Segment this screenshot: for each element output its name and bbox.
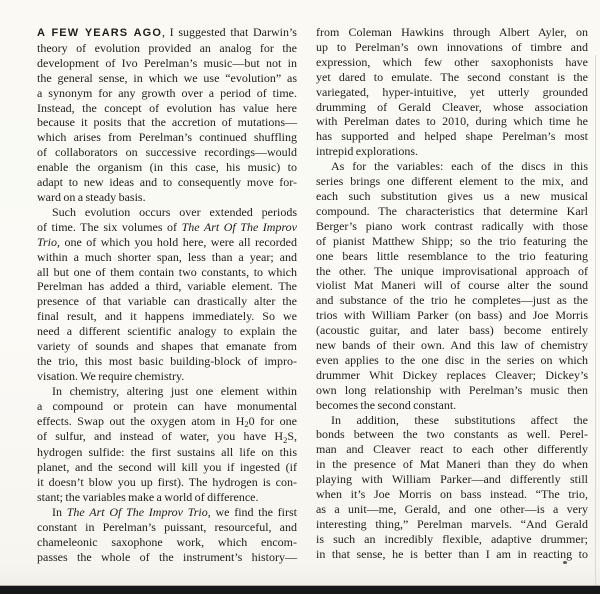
text-run: adapt to new ideas and to consequently move for- [37, 175, 297, 190]
text-run: planet, and the second will kill you if ingested (if [37, 460, 297, 475]
text-run: it doesn’t blow you up first). The hydrogen is con- [37, 475, 297, 490]
text-run: constant in Perelman’s puissant, resourceful, and [37, 519, 297, 534]
text-run: becomes the second constant. [316, 397, 457, 412]
text-line [316, 55, 588, 70]
scan-bottom-strip [0, 586, 600, 594]
paragraph [37, 25, 297, 205]
text-run: when it’s Joe Morris on bass instead. “The trio, [316, 487, 588, 502]
text-line [316, 517, 588, 532]
text-line [316, 129, 588, 144]
text-run: visation. We require chemistry. [37, 368, 185, 383]
text-run: variety of sounds and shapes that emanate from [37, 339, 297, 354]
text-run: variegated, hyper-intuitive, yet utterly grounded [316, 84, 588, 99]
text-run: yet dared to emulate. The second constant is the [316, 69, 588, 84]
text-line [316, 442, 588, 457]
text-line [37, 101, 297, 116]
text-run: Berger’s piano work contrast radically with those [316, 218, 588, 233]
text-run: , I suggested that Darwin’s [162, 25, 297, 39]
text-line [37, 324, 297, 339]
text-line [316, 293, 588, 308]
text-line [37, 445, 297, 460]
text-line [37, 535, 297, 550]
text-line [316, 85, 588, 100]
text-run: one bears little resemblance to the trio featuring [316, 248, 588, 263]
scan-edge-line [595, 55, 596, 594]
paragraph [316, 159, 588, 412]
text-line [316, 398, 588, 413]
text-run: has supported and helped shape Perelman’s most [316, 129, 588, 144]
text-line [37, 175, 297, 190]
text-run: bonds between the two constants as well. Perel- [316, 427, 588, 442]
text-run: 0 for one [248, 413, 297, 428]
text-line [37, 56, 297, 71]
text-line [316, 353, 588, 368]
text-run: chameleonic saxophone work, which encom- [37, 534, 297, 549]
paragraph [37, 205, 297, 384]
text-line [316, 547, 588, 562]
text-run: As for the variables: each of the discs in this [331, 159, 588, 174]
text-run: (acoustic guitar, and later bass) become entirely [316, 323, 588, 338]
text-run: of time. The six volumes of [37, 219, 182, 234]
text-run: interesting thing,” Perelman marvels. “And Gerald [316, 516, 588, 531]
text-line [316, 144, 588, 159]
text-run: 2 [283, 434, 288, 445]
text-run: Such evolution occurs over extended periods [52, 204, 297, 219]
text-line [316, 100, 588, 115]
text-run: because it posits that the accretion of mutations— [37, 115, 297, 130]
text-line [316, 487, 588, 502]
text-line [316, 249, 588, 264]
text-run: playing with William Parker—and differently still [316, 472, 588, 487]
text-run: intrepid explorations. [316, 144, 419, 159]
text-line [37, 309, 297, 324]
text-line [37, 294, 297, 309]
text-line [37, 354, 297, 369]
text-line [37, 250, 297, 265]
text-run: in that sense, he is better than I am in reacting to [316, 546, 588, 561]
text-run: expression, which few other saxophonists have [316, 54, 588, 69]
text-run: drumming of Gerald Cleaver, whose association [316, 99, 588, 114]
text-run: trios with William Parker (on bass) and Joe Morris [316, 308, 588, 323]
paragraph [37, 384, 297, 505]
text-run: and substance of the trio he completes—just as the [316, 293, 588, 308]
text-run: violist Mat Maneri will of course alter the sound [316, 278, 588, 293]
paragraph [37, 505, 297, 565]
text-run: presence of that variable can drastically alter the [37, 294, 297, 309]
text-run: Instead, the concept of evolution has value here [37, 100, 297, 115]
text-line [316, 472, 588, 487]
text-line [37, 490, 297, 505]
text-line [37, 399, 297, 414]
text-line [37, 414, 297, 430]
text-run: one of which you hold here, were all recorded [60, 234, 297, 249]
paragraph [316, 25, 588, 159]
text-run: In chemistry, altering just one element within [52, 383, 297, 398]
text-line [37, 505, 297, 520]
text-line [37, 369, 297, 384]
text-run: of pianist Matthew Shipp; so the trio featuring the [316, 233, 588, 248]
text-run: is such an incredibly flexible, adaptive drummer; [316, 531, 588, 546]
text-run: new bands of their own. And this law of chemistry [316, 338, 588, 353]
text-line [37, 220, 297, 235]
text-line [316, 264, 588, 279]
text-run: a compound or protein can have monumental [37, 398, 297, 413]
text-line [316, 25, 588, 40]
text-run: , we find the first [207, 505, 297, 519]
text-line [316, 234, 588, 249]
text-run: The Art Of The Improv Trio [66, 505, 208, 519]
text-run: Trio, [37, 234, 61, 249]
text-run: of collaborators on successive recordings—would [37, 145, 297, 160]
text-line [316, 189, 588, 204]
text-run: In [52, 505, 67, 519]
text-line [37, 550, 297, 565]
text-line [316, 114, 588, 129]
text-run: own long relationship with Perelman’s music then [316, 382, 588, 397]
text-line [37, 130, 297, 145]
scan-speck [563, 561, 567, 564]
text-line [316, 219, 588, 234]
text-run: a synonym for any growth over a period of time. [37, 85, 297, 100]
text-line [316, 383, 588, 398]
text-line [316, 338, 588, 353]
text-run: effects. Swap out the oxygen atom in H [37, 413, 245, 428]
text-line [37, 41, 297, 56]
text-line [316, 413, 588, 428]
right-column [316, 25, 588, 565]
text-line [37, 460, 297, 475]
text-run: stant; the variables make a world of difference. [37, 490, 259, 505]
text-line [37, 520, 297, 535]
text-line [37, 475, 297, 490]
text-line [316, 308, 588, 323]
text-run: passes the whole of the instrument’s history— [37, 549, 297, 564]
text-line [37, 145, 297, 160]
text-run: from Coleman Hawkins through Albert Ayler, on [316, 25, 588, 39]
text-line [37, 190, 297, 205]
text-run: The Art Of The Improv [181, 219, 298, 234]
text-line [316, 368, 588, 383]
text-line [316, 70, 588, 85]
text-line [37, 115, 297, 130]
text-run: within a much shorter span, less than a year; and [37, 249, 297, 264]
text-run: development of Ivo Perelman’s music—but not in [37, 55, 297, 70]
text-run: which arises from Perelman’s continued shuffling [37, 130, 297, 145]
text-run: all but one of them contain two constants, to which [37, 264, 297, 279]
text-run: series brings one different element to the mix, and [316, 174, 588, 189]
text-run: Perelman has added a third, variable element. The [37, 279, 297, 294]
paragraph [316, 413, 588, 562]
text-run: hydrogen sulfide: the first sustains all life on this [37, 445, 297, 460]
text-run: with Perelman dates to 2010, during which time he [316, 114, 588, 129]
text-run: man and Cleaver react to each other differently [316, 442, 588, 457]
text-line [316, 204, 588, 219]
text-run: theory of evolution provided an analog for the [37, 40, 297, 55]
text-line [316, 532, 588, 547]
text-line [37, 235, 297, 250]
text-run: drummer Whit Dickey replaces Cleaver; Dickey’s [316, 367, 588, 382]
text-run: up to Perelman’s own innovations of timbre and [316, 39, 588, 54]
text-line [316, 40, 588, 55]
text-line [316, 457, 588, 472]
text-line [37, 279, 297, 294]
text-line [37, 205, 297, 220]
text-run: S, [287, 429, 297, 444]
text-run: as a unit—me, Gerald, and one other—is a very [316, 502, 588, 516]
lead-in-text: A FEW YEARS AGO [37, 27, 162, 39]
text-run: ward on a steady basis. [37, 189, 146, 204]
text-line [316, 323, 588, 338]
text-line [316, 502, 588, 517]
text-line [37, 265, 297, 280]
text-line [37, 339, 297, 354]
text-line [316, 174, 588, 189]
text-line [316, 427, 588, 442]
text-run: compound. The characteristics that determine Karl [316, 203, 588, 218]
text-run: In addition, these substitutions affect the [331, 412, 588, 427]
text-run: final result, and it happens immediately. So we [37, 309, 297, 324]
text-line [37, 160, 297, 175]
text-run: of sulfur, and instead of water, you have H [37, 429, 284, 444]
left-column [37, 25, 297, 565]
text-run: the trio, this most basic building-block of impro- [37, 353, 297, 368]
text-line [316, 159, 588, 174]
text-run: each such substitution gives us a new musical [316, 188, 588, 203]
text-run: the general sense, in which we use “evolution” as [37, 70, 297, 85]
text-line [316, 278, 588, 293]
text-run: need a different scientific analogy to explain the [37, 324, 297, 339]
text-run: 2 [244, 419, 249, 430]
text-run: the other. The unique improvisational approach of [316, 263, 588, 278]
text-run: even applies to the one disc in the series on which [316, 352, 588, 367]
text-line [37, 25, 297, 41]
text-line [37, 384, 297, 399]
text-line [37, 429, 297, 445]
text-run: in the presence of Mat Maneri than they do when [316, 457, 588, 472]
text-line [37, 86, 297, 101]
text-run: enable the organism (in this case, his music) to [37, 160, 297, 175]
text-line [37, 71, 297, 86]
